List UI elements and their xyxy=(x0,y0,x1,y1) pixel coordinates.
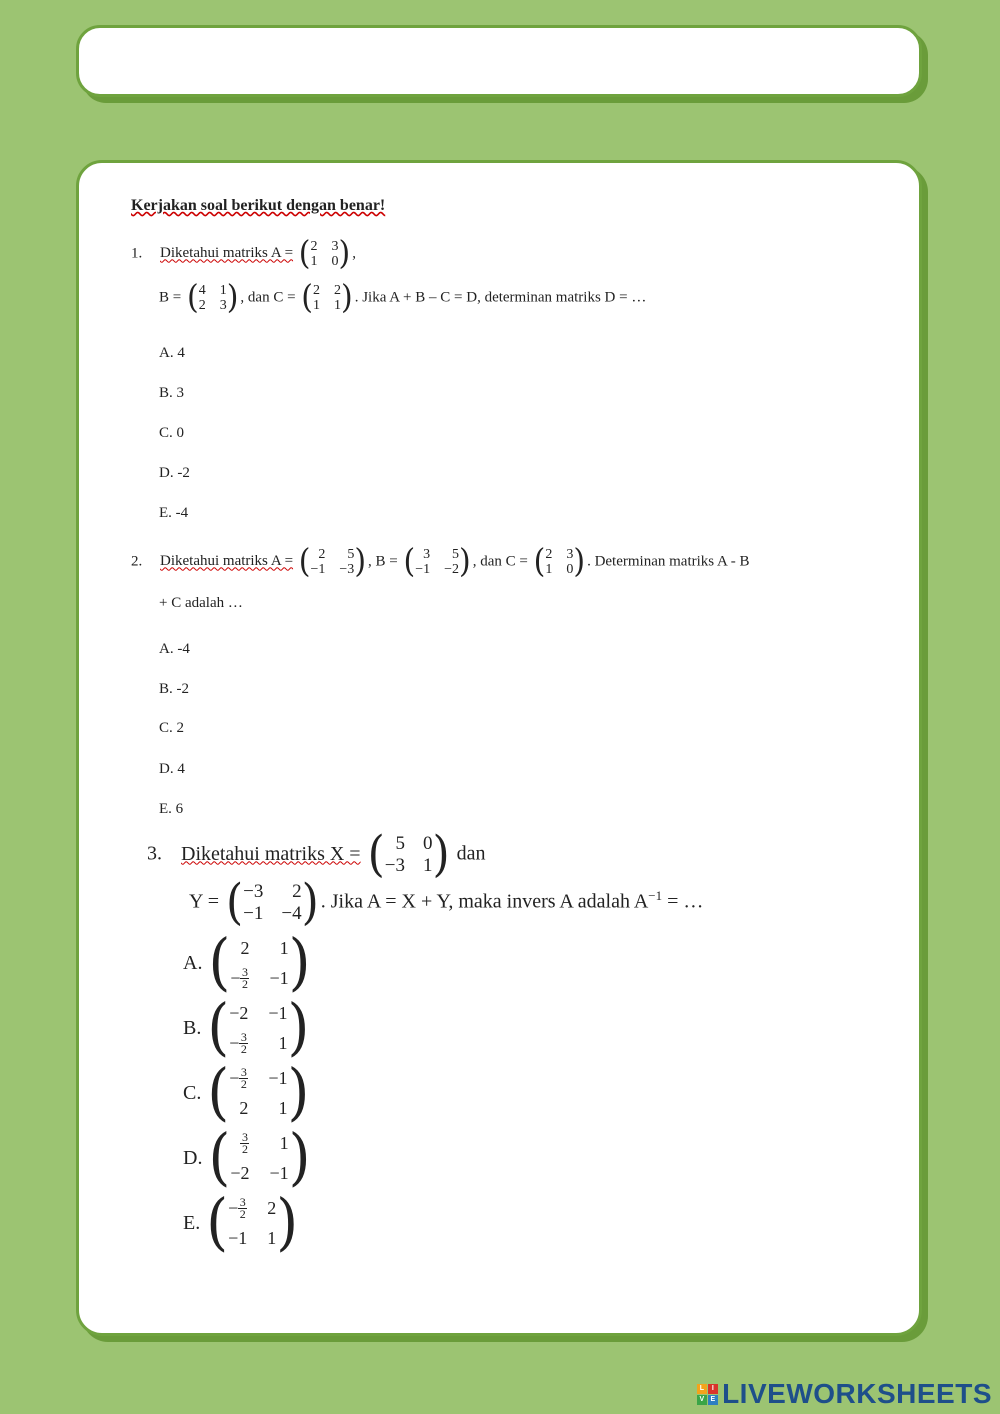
matrix-cell: − $\frac{3}{2}$ xyxy=(229,1064,247,1091)
answer-matrix: ( $\frac{3}{2}$ 1 −2 −1 ) xyxy=(208,1121,311,1194)
matrix-y: ( −3 2 −1 −4 ) xyxy=(225,874,319,931)
matrix-cell: 2 xyxy=(267,1198,277,1218)
option-label: B. xyxy=(183,1017,202,1039)
name-input-box[interactable] xyxy=(76,25,922,97)
matrix-c: ( 2 3 1 0 ) xyxy=(533,542,586,581)
question-3-line-2: Y = ( −3 2 −1 −4 ) . Jika A = X + Y, maka invers A adalah $A^{-1}$ = … xyxy=(189,874,704,931)
option-label: A. xyxy=(183,952,203,974)
question-2: 2. Diketahui matriks A = ( 2 5 −1 −3 ) , B = ( 3 5 −1 −2 ) , dan C = ( 2 3 1 0 ) . Determinan matriks A - B xyxy=(131,542,750,581)
answer-matrix: ( −2 −1 − $\frac{3}{2}$ 1 ) xyxy=(207,991,310,1064)
q2-option-d[interactable]: D. 4 xyxy=(159,761,185,777)
q3-option-a[interactable] xyxy=(183,926,312,999)
matrix-cell: 1 xyxy=(278,1033,288,1053)
matrix-cell: − $\frac{3}{2}$ xyxy=(228,1194,246,1221)
matrix-cell: −2 xyxy=(230,1163,250,1183)
matrix-cell: 2 xyxy=(239,1098,249,1118)
matrix-c: ( 2 2 1 1 ) xyxy=(301,278,353,317)
matrix-cell: −1 xyxy=(269,1163,289,1183)
matrix-cell: 2 xyxy=(240,938,250,958)
matrix-cell: −1 xyxy=(268,1068,288,1088)
liveworksheets-logo xyxy=(697,1378,992,1410)
q3-option-e[interactable] xyxy=(183,1186,300,1259)
q1-option-b[interactable]: B. 3 xyxy=(159,385,185,401)
logo-text: LIVEWORKSHEETS xyxy=(722,1378,992,1409)
instruction-heading: Kerjakan soal berikut dengan benar! xyxy=(131,197,386,214)
worksheet-page xyxy=(76,160,922,1336)
matrix-cell: −1 xyxy=(269,968,289,988)
question-1: 1. Diketahui matriks A = ( 2 3 1 0 ) , xyxy=(131,234,356,273)
answer-matrix: ( 2 1 − $\frac{3}{2}$ −1 ) xyxy=(208,926,311,999)
q3-option-d[interactable] xyxy=(183,1121,312,1194)
q2-option-c[interactable]: C. 2 xyxy=(159,720,185,736)
matrix-cell: 1 xyxy=(267,1228,277,1248)
q3-option-c[interactable] xyxy=(183,1056,311,1129)
q1-option-e[interactable]: E. -4 xyxy=(159,505,189,521)
matrix-cell: − $\frac{3}{2}$ xyxy=(230,964,248,991)
q1-option-c[interactable]: C. 0 xyxy=(159,425,185,441)
matrix-cell: 1 xyxy=(279,938,289,958)
answer-matrix: ( − $\frac{3}{2}$ −1 2 1 ) xyxy=(207,1056,310,1129)
q1-option-a[interactable]: A. 4 xyxy=(159,345,185,361)
matrix-cell: −2 xyxy=(229,1003,249,1023)
q1-option-d[interactable]: D. -2 xyxy=(159,465,190,481)
question-number: 1. xyxy=(131,245,143,262)
matrix-cell: − $\frac{3}{2}$ xyxy=(229,1029,247,1056)
matrix-b: ( 3 5 −1 −2 ) xyxy=(403,542,471,581)
matrix-a: ( 2 5 −1 −3 ) xyxy=(298,542,367,581)
q2-option-e[interactable]: E. 6 xyxy=(159,801,184,817)
option-label: E. xyxy=(183,1212,201,1234)
option-label: C. xyxy=(183,1082,202,1104)
matrix-cell: $\frac{3}{2}$ xyxy=(241,1129,248,1156)
question-1-line-2: B = ( 4 1 2 3 ) , dan C = ( 2 2 1 1 ) . Jika A + B – C = D, determinan matriks D = … xyxy=(159,278,647,317)
q2-option-b[interactable]: B. -2 xyxy=(159,681,189,697)
matrix-cell: 1 xyxy=(279,1133,289,1153)
answer-matrix: ( − $\frac{3}{2}$ 2 −1 1 ) xyxy=(206,1186,299,1259)
matrix-x: ( 5 0 −3 1 ) xyxy=(367,826,450,883)
question-intro: Diketahui matriks A = xyxy=(160,245,294,262)
matrix-a: ( 2 3 1 0 ) xyxy=(298,234,351,273)
matrix-cell: −1 xyxy=(268,1003,288,1023)
option-label: D. xyxy=(183,1147,203,1169)
q2-option-a[interactable]: A. -4 xyxy=(159,641,190,657)
question-2-line-2: + C adalah … xyxy=(159,595,243,611)
matrix-cell: 1 xyxy=(278,1098,288,1118)
matrix-b: ( 4 1 2 3 ) xyxy=(186,278,239,317)
matrix-cell: −1 xyxy=(228,1228,248,1248)
logo-mark-icon: L I V E xyxy=(697,1384,718,1405)
q3-option-b[interactable] xyxy=(183,991,311,1064)
question-3: 3. Diketahui matriks X = ( 5 0 −3 1 ) dan xyxy=(147,826,486,883)
